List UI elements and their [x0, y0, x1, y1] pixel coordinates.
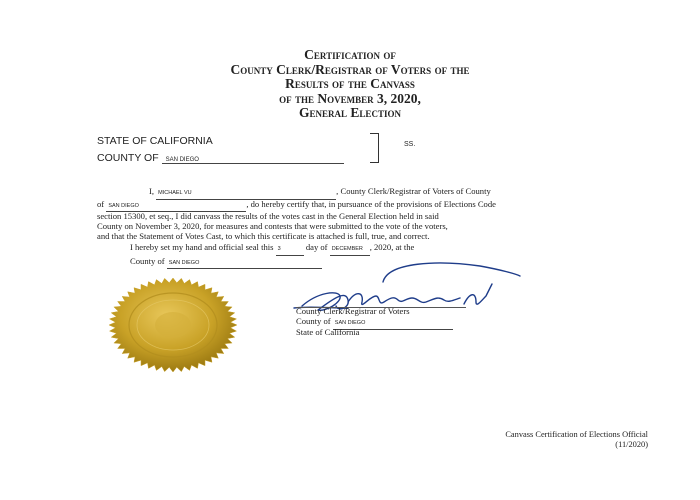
year-text: , 2020, at the	[369, 242, 415, 252]
title-line-2: County Clerk/Registrar of Voters of the	[230, 61, 470, 77]
title-line-3: Results of the Canvass	[285, 76, 415, 91]
state-label: STATE OF CALIFORNIA	[97, 135, 213, 147]
clerk-name-field: MICHAEL VU	[156, 189, 336, 200]
witness-county-field: SAN DIEGO	[167, 259, 322, 270]
day-of-text: day of	[305, 242, 328, 252]
cert-county-field: SAN DIEGO	[106, 202, 246, 213]
document-title	[0, 48, 700, 121]
venue-state	[97, 135, 213, 147]
footer-line-1: Canvass Certification of Elections Official	[505, 430, 648, 439]
signature-county-field: SAN DIEGO	[333, 318, 453, 330]
form-footer	[505, 430, 648, 450]
footer-line-2: (11/2020)	[615, 440, 648, 449]
venue-county	[97, 152, 344, 164]
signature-state: State of California	[296, 327, 360, 337]
signature-county-label: County of	[296, 316, 331, 326]
gold-seal-icon	[108, 277, 238, 373]
of-label: of	[97, 198, 105, 209]
cert-line-2-text: , do hereby certify that, in pursuance of the provisions of Elections Code	[246, 198, 496, 209]
i-label: I,	[149, 186, 155, 196]
title-line-5: General Election	[299, 105, 401, 120]
county-field: SAN DIEGO	[162, 157, 344, 164]
cert-line-1-text: , County Clerk/Registrar of Voters of County	[336, 186, 491, 196]
signature-title: County Clerk/Registrar of Voters	[296, 306, 410, 316]
cert-line-5: and that the Statement of Votes Cast, to which this certificate is attached is full, true, and correct.	[97, 230, 430, 241]
ss-label: SS.	[404, 141, 416, 148]
day-field: 3	[276, 245, 304, 256]
venue-brace	[370, 133, 379, 163]
cert-line-3: section 15300, et seq., I did canvass the results of the votes cast in the General Election held in said	[97, 211, 439, 222]
certification-paragraph	[97, 187, 567, 242]
cert-line-4: County on November 3, 2020, for measures and contests that were submitted to the vote of the voters,	[97, 221, 448, 232]
witness-county-label: County of	[130, 255, 165, 266]
month-field: DECEMBER	[330, 245, 370, 256]
witness-line-1	[97, 243, 567, 256]
county-label: COUNTY OF	[97, 152, 159, 164]
witness-text: I hereby set my hand and official seal this	[130, 242, 274, 252]
title-line-4: of the November 3, 2020,	[279, 90, 421, 106]
title-line-1: Certification of	[304, 47, 396, 62]
